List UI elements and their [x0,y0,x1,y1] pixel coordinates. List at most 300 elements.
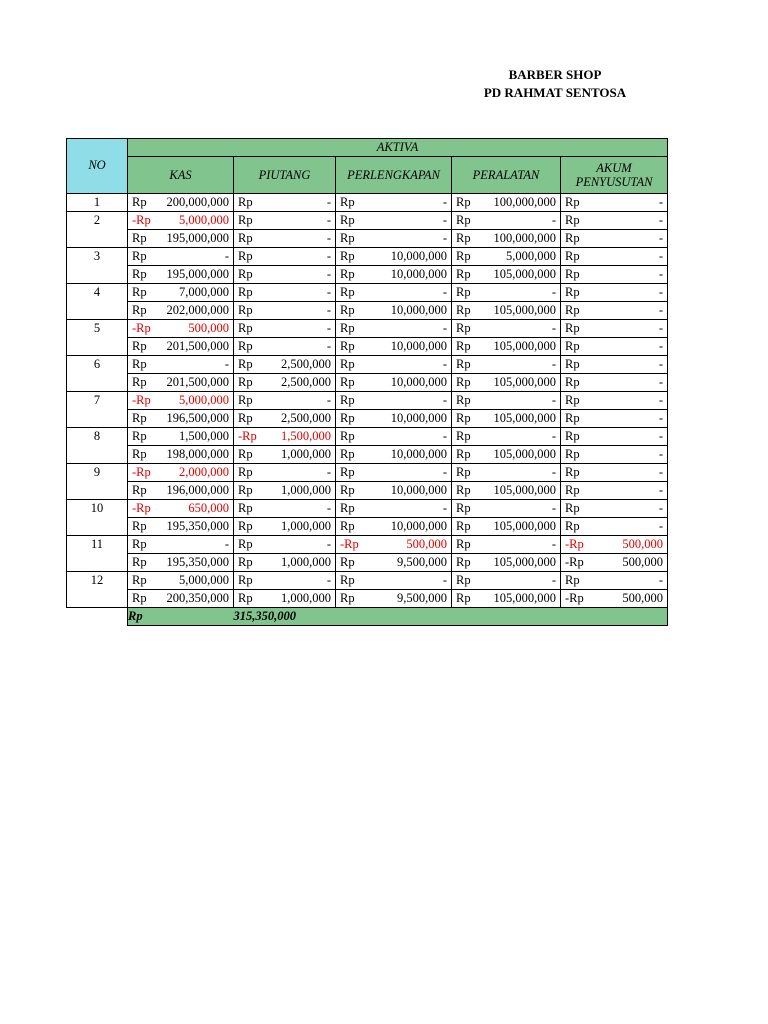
row-number: 4 [67,284,128,302]
currency-label: Rp [565,501,580,515]
cell-akum-penyusutan [561,266,668,284]
currency-label: Rp [132,429,147,443]
row-number: 9 [67,464,128,482]
cell-perlengkapan [336,428,452,446]
currency-label: Rp [456,483,471,497]
amount-value: - [442,213,447,227]
currency-label: Rp [340,249,355,263]
currency-label: Rp [340,501,355,515]
amount-value: - [551,429,556,443]
currency-label: Rp [456,195,471,209]
table-row [67,392,668,410]
amount-value: 2,500,000 [281,357,331,371]
amount-value: 500,000 [622,591,664,605]
amount-value: 1,000,000 [281,555,331,569]
currency-label: Rp [565,339,580,353]
amount-value: - [551,321,556,335]
currency-label: Rp [456,213,471,227]
currency-label: -Rp [565,537,584,551]
currency-label: -Rp [132,213,151,227]
currency-label: Rp [238,519,253,533]
amount-value: 195,350,000 [166,519,229,533]
currency-label: Rp [238,249,253,263]
currency-label: Rp [456,321,471,335]
currency-label: Rp [456,465,471,479]
currency-label: Rp [340,429,355,443]
table-row [67,428,668,446]
currency-label: Rp [238,465,253,479]
table-row [67,284,668,302]
currency-label: Rp [238,537,253,551]
cell-piutang [234,482,336,500]
currency-label: Rp [340,321,355,335]
currency-label: Rp [132,591,147,605]
amount-value: 196,000,000 [166,483,229,497]
cell-peralatan [452,518,561,536]
amount-value: - [658,357,664,371]
cell-piutang [234,356,336,374]
cell-akum-penyusutan [561,302,668,320]
cell-kas [128,230,234,248]
cell-akum-penyusutan [561,374,668,392]
currency-label: Rp [456,285,471,299]
amount-value: 500,000 [622,537,664,551]
cell-kas [128,320,234,338]
amount-value: - [658,249,664,263]
row-number: 3 [67,248,128,266]
row-number: 1 [67,194,128,212]
amount-value: 105,000,000 [493,591,556,605]
currency-label: Rp [456,555,471,569]
currency-label: Rp [456,537,471,551]
amount-value: 9,500,000 [397,591,447,605]
cell-kas [128,464,234,482]
currency-label: Rp [565,411,580,425]
amount-value: 202,000,000 [166,303,229,317]
currency-label: Rp [456,411,471,425]
amount-value: 10,000,000 [390,411,447,425]
cell-perlengkapan [336,518,452,536]
amount-value: - [551,501,556,515]
cell-akum-penyusutan [561,320,668,338]
cell-perlengkapan [336,410,452,428]
amount-value: - [658,285,664,299]
row-number [67,302,128,320]
currency-label: Rp [238,375,253,389]
row-number [67,518,128,536]
currency-label: Rp [238,195,253,209]
cell-kas [128,338,234,356]
currency-label: Rp [238,411,253,425]
cell-piutang [234,374,336,392]
currency-label: Rp [132,285,147,299]
amount-value: - [658,429,664,443]
currency-label: Rp [340,393,355,407]
amount-value: - [551,357,556,371]
amount-value: - [658,375,664,389]
cell-kas [128,572,234,590]
currency-label: Rp [456,375,471,389]
currency-label: Rp [565,249,580,263]
amount-value: 105,000,000 [493,303,556,317]
amount-value: 650,000 [188,501,229,515]
amount-value: 1,500,000 [281,429,331,443]
table-row [67,374,668,392]
currency-label: Rp [132,303,147,317]
cell-piutang [234,392,336,410]
row-number: 2 [67,212,128,230]
currency-label: Rp [565,393,580,407]
currency-label: Rp [340,573,355,587]
currency-label: Rp [132,249,147,263]
cell-akum-penyusutan [561,536,668,554]
amount-value: - [551,537,556,551]
currency-label: Rp [132,537,147,551]
cell-akum-penyusutan [561,338,668,356]
currency-label: Rp [238,555,253,569]
cell-perlengkapan [336,464,452,482]
currency-label: Rp [238,231,253,245]
amount-value: - [658,411,664,425]
amount-value: - [551,213,556,227]
currency-label: Rp [565,195,580,209]
cell-peralatan [452,446,561,464]
cell-peralatan [452,302,561,320]
cell-akum-penyusutan [561,446,668,464]
amount-value: - [326,501,331,515]
total-amount: 315,350,000 [234,608,668,626]
cell-kas [128,446,234,464]
currency-label: Rp [238,339,253,353]
cell-perlengkapan [336,338,452,356]
row-number [67,338,128,356]
currency-label: Rp [132,267,147,281]
currency-label: Rp [238,213,253,227]
amount-value: - [442,321,447,335]
cell-piutang [234,410,336,428]
cell-akum-penyusutan [561,392,668,410]
amount-value: 10,000,000 [390,267,447,281]
currency-label: Rp [565,429,580,443]
table-row [67,446,668,464]
table-row [67,356,668,374]
cell-akum-penyusutan [561,464,668,482]
currency-label: Rp [456,591,471,605]
cell-kas [128,356,234,374]
amount-value: 200,000,000 [166,195,229,209]
row-number [67,554,128,572]
cell-peralatan [452,338,561,356]
amount-value: 105,000,000 [493,555,556,569]
cell-akum-penyusutan [561,212,668,230]
amount-value: - [658,339,664,353]
amount-value: 2,500,000 [281,375,331,389]
currency-label: Rp [132,519,147,533]
cell-kas [128,554,234,572]
cell-piutang [234,446,336,464]
cell-akum-penyusutan [561,554,668,572]
currency-label: Rp [565,447,580,461]
currency-label: Rp [340,303,355,317]
amount-value: - [658,321,664,335]
currency-label: Rp [456,249,471,263]
no-column-header: NO [67,139,128,194]
cell-piutang [234,302,336,320]
row-number: 12 [67,572,128,590]
currency-label: Rp [565,231,580,245]
amount-value: - [551,465,556,479]
table-row [67,590,668,608]
column-header-akum-penyusutan: AKUM PENYUSUTAN [561,157,668,194]
cell-kas [128,392,234,410]
total-row [67,608,668,626]
amount-value: 1,500,000 [179,429,229,443]
cell-akum-penyusutan [561,590,668,608]
amount-value: - [658,267,664,281]
currency-label: Rp [340,447,355,461]
amount-value: - [224,249,229,263]
amount-value: - [326,249,331,263]
cell-perlengkapan [336,212,452,230]
amount-value: 200,350,000 [166,591,229,605]
row-number: 7 [67,392,128,410]
amount-value: - [326,321,331,335]
currency-label: Rp [238,447,253,461]
currency-label: Rp [340,267,355,281]
currency-label: -Rp [132,393,151,407]
row-number: 6 [67,356,128,374]
cell-peralatan [452,500,561,518]
cell-perlengkapan [336,302,452,320]
amount-value: 1,000,000 [281,447,331,461]
cell-akum-penyusutan [561,194,668,212]
amount-value: 100,000,000 [493,231,556,245]
cell-kas [128,518,234,536]
table-row [67,518,668,536]
cell-perlengkapan [336,266,452,284]
amount-value: - [658,573,664,587]
currency-label: Rp [456,267,471,281]
amount-value: 5,000,000 [179,393,229,407]
cell-peralatan [452,284,561,302]
amount-value: - [658,465,664,479]
cell-peralatan [452,590,561,608]
column-header-perlengkapan: PERLENGKAPAN [336,157,452,194]
amount-value: - [224,357,229,371]
cell-akum-penyusutan [561,284,668,302]
currency-label: Rp [340,285,355,299]
currency-label: Rp [238,321,253,335]
currency-label: Rp [238,285,253,299]
cell-kas [128,536,234,554]
amount-value: 105,000,000 [493,447,556,461]
aktiva-group-header: AKTIVA [128,139,668,157]
amount-value: 195,000,000 [166,231,229,245]
amount-value: 195,350,000 [166,555,229,569]
company-subtitle: PD RAHMAT SENTOSA [483,85,627,100]
cell-piutang [234,212,336,230]
cell-kas [128,302,234,320]
currency-label: -Rp [132,465,151,479]
currency-label: Rp [132,357,147,371]
row-number: 8 [67,428,128,446]
company-title: BARBER SHOP [508,67,602,82]
cell-peralatan [452,248,561,266]
cell-kas [128,590,234,608]
table-row [67,194,668,212]
total-spacer [67,608,128,626]
currency-label: Rp [456,303,471,317]
currency-label: Rp [132,573,147,587]
cell-akum-penyusutan [561,428,668,446]
amount-value: - [658,447,664,461]
currency-label: Rp [132,411,147,425]
cell-perlengkapan [336,194,452,212]
currency-label: Rp [340,213,355,227]
cell-peralatan [452,320,561,338]
currency-label: Rp [238,501,253,515]
cell-peralatan [452,356,561,374]
table-row [67,500,668,518]
table-row [67,266,668,284]
cell-piutang [234,554,336,572]
cell-piutang [234,572,336,590]
currency-label: -Rp [132,321,151,335]
currency-label: Rp [456,501,471,515]
cell-piutang [234,266,336,284]
currency-label: -Rp [340,537,359,551]
currency-label: Rp [340,357,355,371]
amount-value: - [658,519,664,533]
amount-value: - [658,303,664,317]
currency-label: Rp [340,555,355,569]
amount-value: 100,000,000 [493,195,556,209]
cell-kas [128,284,234,302]
cell-kas [128,500,234,518]
cell-piutang [234,428,336,446]
amount-value: - [658,231,664,245]
row-number [67,374,128,392]
table-row [67,302,668,320]
cell-akum-penyusutan [561,248,668,266]
column-header-piutang: PIUTANG [234,157,336,194]
amount-value: 1,000,000 [281,591,331,605]
amount-value: - [658,393,664,407]
table-row [67,248,668,266]
amount-value: 201,500,000 [166,375,229,389]
cell-perlengkapan [336,248,452,266]
row-number [67,230,128,248]
amount-value: 105,000,000 [493,375,556,389]
currency-label: Rp [238,573,253,587]
amount-value: - [326,285,331,299]
currency-label: Rp [340,231,355,245]
cell-akum-penyusutan [561,482,668,500]
amount-value: 10,000,000 [390,483,447,497]
amount-value: 1,000,000 [281,483,331,497]
cell-perlengkapan [336,590,452,608]
currency-label: Rp [565,267,580,281]
amount-value: - [326,231,331,245]
table-row [67,572,668,590]
amount-value: 1,000,000 [281,519,331,533]
amount-value: - [326,573,331,587]
currency-label: Rp [238,483,253,497]
cell-akum-penyusutan [561,230,668,248]
total-currency-label: Rp [128,608,234,626]
cell-piutang [234,464,336,482]
cell-perlengkapan [336,284,452,302]
row-number: 5 [67,320,128,338]
amount-value: 10,000,000 [390,447,447,461]
currency-label: -Rp [565,591,584,605]
amount-value: 10,000,000 [390,519,447,533]
cell-piutang [234,590,336,608]
currency-label: Rp [340,591,355,605]
amount-value: 10,000,000 [390,303,447,317]
amount-value: - [442,195,447,209]
aktiva-table [66,138,668,626]
cell-kas [128,410,234,428]
amount-value: - [442,285,447,299]
cell-peralatan [452,374,561,392]
cell-perlengkapan [336,230,452,248]
cell-perlengkapan [336,320,452,338]
cell-perlengkapan [336,554,452,572]
currency-label: Rp [132,447,147,461]
currency-label: -Rp [238,429,257,443]
amount-value: 10,000,000 [390,249,447,263]
cell-peralatan [452,230,561,248]
amount-value: - [442,393,447,407]
cell-kas [128,194,234,212]
amount-value: - [326,195,331,209]
amount-value: - [326,339,331,353]
amount-value: 9,500,000 [397,555,447,569]
cell-peralatan [452,536,561,554]
currency-label: Rp [132,195,147,209]
amount-value: 105,000,000 [493,339,556,353]
cell-akum-penyusutan [561,572,668,590]
cell-piutang [234,518,336,536]
cell-kas [128,248,234,266]
cell-kas [128,428,234,446]
currency-label: Rp [565,573,580,587]
cell-perlengkapan [336,446,452,464]
amount-value: - [326,537,331,551]
currency-label: Rp [565,465,580,479]
amount-value: - [442,573,447,587]
cell-peralatan [452,212,561,230]
currency-label: Rp [456,573,471,587]
amount-value: - [442,429,447,443]
amount-value: - [658,213,664,227]
currency-label: Rp [238,591,253,605]
amount-value: 2,500,000 [281,411,331,425]
currency-label: Rp [456,357,471,371]
amount-value: 196,500,000 [166,411,229,425]
cell-peralatan [452,464,561,482]
currency-label: Rp [565,375,580,389]
amount-value: 10,000,000 [390,375,447,389]
cell-akum-penyusutan [561,356,668,374]
currency-label: Rp [340,195,355,209]
row-number [67,590,128,608]
cell-peralatan [452,194,561,212]
amount-value: 105,000,000 [493,267,556,281]
currency-label: Rp [340,339,355,353]
amount-value: - [326,267,331,281]
